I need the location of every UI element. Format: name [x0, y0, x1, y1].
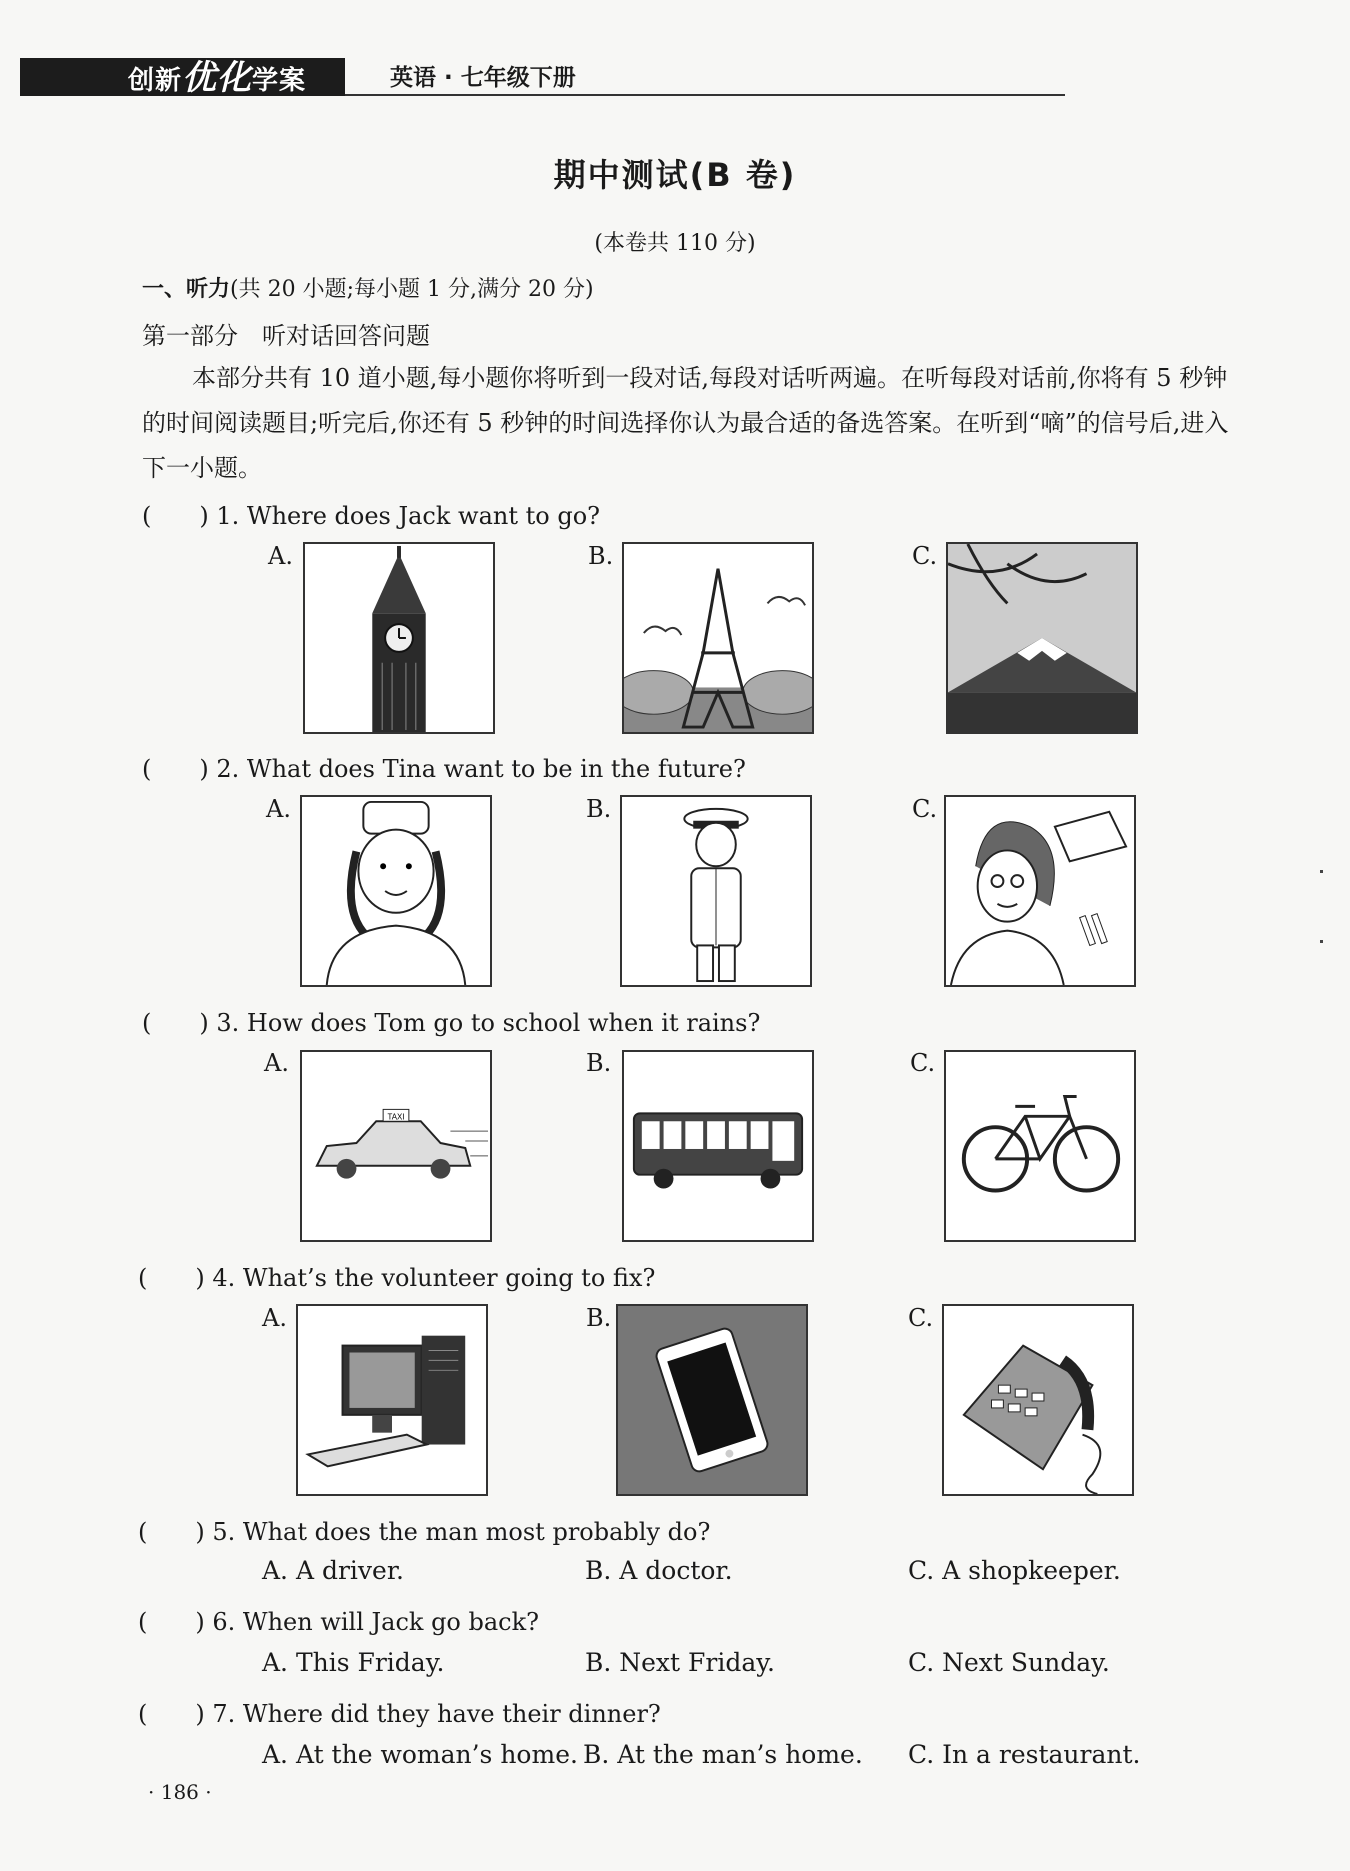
bus-image — [622, 1050, 814, 1242]
mount-fuji-image — [946, 542, 1138, 734]
nurse-image — [300, 795, 492, 987]
computer-image — [296, 1304, 488, 1496]
page-subtitle: (本卷共 110 分) — [594, 231, 756, 256]
option-a: A. At the woman’s home. — [262, 1740, 578, 1769]
question-2: ( ) 2. What does Tina want to be in the future? — [142, 755, 746, 783]
telephone-image — [942, 1304, 1134, 1496]
option-c: C. In a restaurant. — [908, 1740, 1141, 1769]
option-letter-c: C. — [910, 1049, 936, 1077]
option-letter-a: A. — [264, 1049, 289, 1077]
question-3: ( ) 3. How does Tom go to school when it rains? — [142, 1009, 761, 1037]
phone-image — [616, 1304, 808, 1496]
teacher-image — [944, 795, 1136, 987]
page-title: 期中测试(B 卷) — [553, 156, 797, 194]
option-c: C. A shopkeeper. — [908, 1556, 1121, 1585]
option-letter-c: C. — [908, 1304, 934, 1332]
header-rule — [345, 94, 1065, 96]
option-letter-a: A. — [266, 795, 291, 823]
option-letter-b: B. — [586, 1304, 612, 1332]
option-b: B. A doctor. — [585, 1556, 733, 1585]
margin-dot — [1320, 870, 1323, 873]
page-number: · 186 · — [148, 1780, 212, 1804]
question-5: ( ) 5. What does the man most probably do? — [138, 1518, 711, 1546]
taxi-sign: TAXI — [387, 1112, 405, 1122]
option-letter-b: B. — [588, 542, 614, 570]
option-b: B. At the man’s home. — [583, 1740, 863, 1769]
option-letter-a: A. — [262, 1304, 287, 1332]
question-6: ( ) 6. When will Jack go back? — [138, 1608, 540, 1636]
part-heading: 第一部分 听对话回答问题 — [142, 322, 430, 350]
brand-logo: 创新优化学案 — [128, 58, 307, 98]
option-a: A. This Friday. — [262, 1648, 445, 1677]
question-4: ( ) 4. What’s the volunteer going to fix? — [138, 1264, 656, 1292]
option-letter-b: B. — [586, 1049, 612, 1077]
option-b: B. Next Friday. — [585, 1648, 775, 1677]
option-c: C. Next Sunday. — [908, 1648, 1110, 1677]
option-letter-b: B. — [586, 795, 612, 823]
subject-label: 英语 · 七年级下册 — [390, 65, 576, 91]
question-1: ( ) 1. Where does Jack want to go? — [142, 502, 601, 530]
section-heading: 一、听力(共 20 小题;每小题 1 分,满分 20 分) — [142, 277, 594, 302]
question-7: ( ) 7. Where did they have their dinner? — [138, 1700, 661, 1728]
option-a: A. A driver. — [262, 1556, 404, 1585]
taxi-image — [300, 1050, 492, 1242]
option-letter-c: C. — [912, 795, 938, 823]
instructions: 本部分共有 10 道小题,每小题你将听到一段对话,每段对话听两遍。在听每段对话前,你将有 5 秒钟的时间阅读题目;听完后,你还有 5 秒钟的时间选择你认为最合适的备选答案。在听到“嘀”的信号后,进入下一小题。 — [142, 364, 1229, 482]
option-letter-a: A. — [268, 542, 293, 570]
big-ben-image — [303, 542, 495, 734]
eiffel-tower-image — [622, 542, 814, 734]
margin-dot — [1320, 940, 1323, 943]
option-letter-c: C. — [912, 542, 938, 570]
pilot-image — [620, 795, 812, 987]
bicycle-image — [944, 1050, 1136, 1242]
